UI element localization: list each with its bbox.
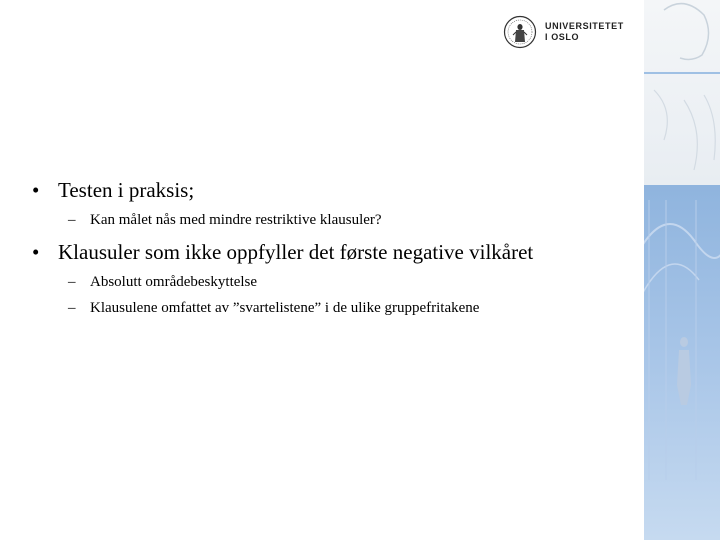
sub-bullet-text: Absolutt områdebeskyttelse	[90, 274, 258, 290]
sub-bullet-marker: –	[68, 300, 76, 316]
university-seal-icon	[503, 15, 537, 49]
bullet-text: Testen i praksis;	[58, 178, 195, 202]
sub-bullet-marker: –	[68, 274, 76, 290]
sub-bullet-text: Kan målet nås med mindre restriktive klausuler?	[90, 212, 382, 228]
university-name-line1: UNIVERSITETET	[545, 21, 624, 31]
university-name	[545, 21, 624, 43]
sub-bullet-text: Klausulene omfattet av ”svartelistene” i de ulike gruppefritakene	[90, 300, 480, 316]
bullet-marker: •	[32, 178, 40, 202]
university-logo	[503, 14, 624, 50]
sub-bullet-marker: –	[68, 212, 76, 228]
university-name-line2: I OSLO	[545, 32, 580, 42]
bullet-text: Klausuler som ikke oppfyller det første negative vilkåret	[58, 240, 534, 264]
statue-illustration-icon	[644, 0, 720, 540]
decorative-side-band	[644, 0, 720, 540]
bullet-marker: •	[32, 240, 40, 264]
